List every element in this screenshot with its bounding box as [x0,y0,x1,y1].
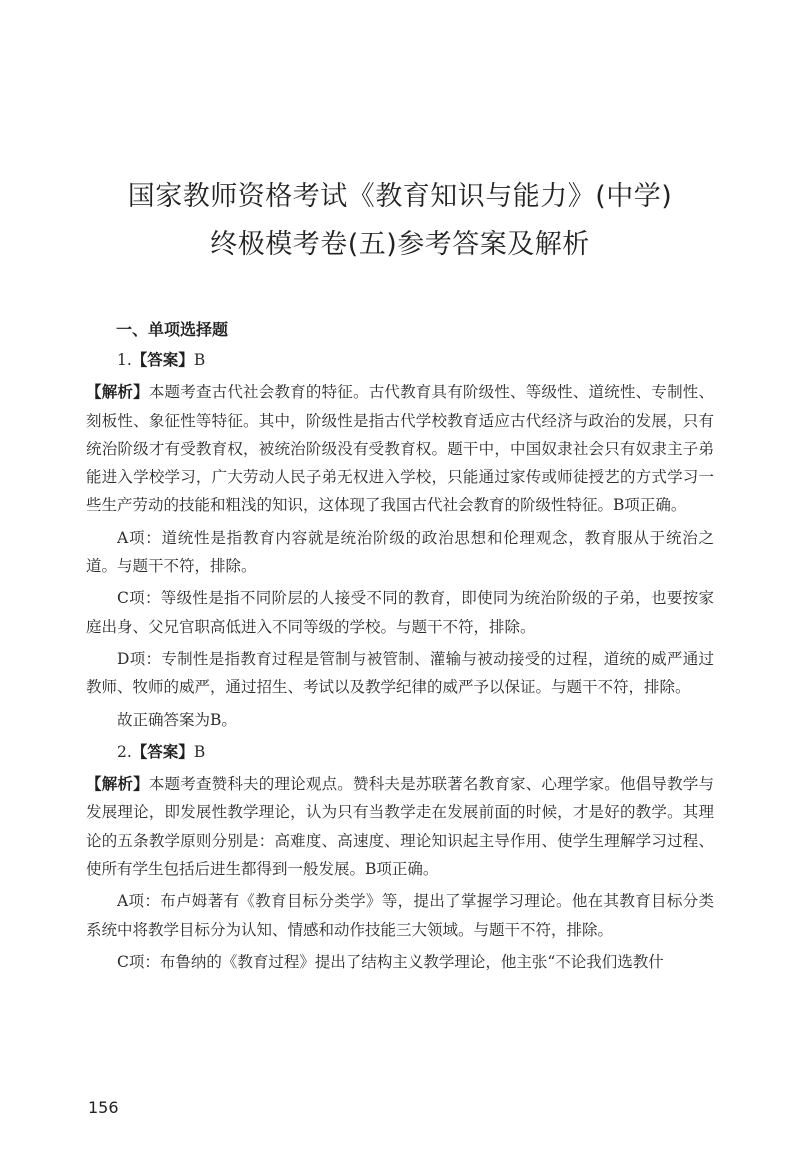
q1-option-a: A项：道统性是指教育内容就是统治阶级的政治思想和伦理观念，教育服从于统治之道。与题干不符，排除。 [86,528,714,576]
q1-option-c: C项：等级性是指不同阶层的人接受不同的教育，即使同为统治阶级的子弟，也要按家庭出身、父兄官职高低进入不同等级的学校。与题干不符，排除。 [86,589,714,636]
q1-analysis-tag: 【解析】 [86,383,149,402]
q1-answer-tag: 【答案】 [131,351,194,369]
q2-analysis-tag: 【解析】 [86,775,149,794]
q1-answer-line [86,346,714,374]
q2-answer-tag: 【答案】 [131,742,194,761]
q2-answer-line [86,738,714,766]
q1-number: 1. [117,351,132,369]
page-title-line1: 国家教师资格考试《教育知识与能力》(中学) [127,181,673,212]
section-heading: 一、单项选择题 [116,320,229,339]
q1-analysis-text: 本题考查古代社会教育的特征。古代教育具有阶级性、等级性、道统性、专制性、刻板性、象征性等特征。其中，阶级性是指古代学校教育适应古代经济与政治的发展，只有统治阶级才有受教育权，被统治阶级没有受教育权。题干中，中国奴隶社会只有奴隶主子弟能进入学校学习，广大劳动人民子弟无权进入学校，只能通过家传或师徒授艺的方式学习一些生产劳动的技能和粗浅的知识，这体现了我国古代社会教育的阶级性特征。B项正确。 [86,383,714,515]
q2-analysis [86,770,714,883]
q2-option-c: C项：布鲁纳的《教育过程》提出了结构主义教学理论，他主张“不论我们选教什 [117,952,664,971]
answer-body [86,346,714,980]
q2-option-a: A项：布卢姆著有《教育目标分类学》等，提出了掌握学习理论。他在其教育目标分类系统中将教学目标分为认知、情感和动作技能三大领域。与题干不符，排除。 [86,892,714,939]
q2-number: 2. [117,742,132,761]
page-number: 156 [88,1098,119,1117]
q2-analysis-text: 本题考查赞科夫的理论观点。赞科夫是苏联著名教育家、心理学家。他倡导教学与发展理论，即发展性教学理论，认为只有当教学走在发展前面的时候，才是好的教学。其理论的五条教学原则分别是：高难度、高速度、理论知识起主导作用、使学生理解学习过程、使所有学生包括后进生都得到一般发展。B项正确。 [86,775,714,879]
q1-analysis [86,378,714,519]
q2-answer-value: B [193,742,206,761]
q1-option-d: D项：专制性是指教育过程是管制与被管制、灌输与被动接受的过程，道统的威严通过教师、牧师的威严，通过招生、考试以及教学纪律的威严予以保证。与题干不符，排除。 [86,649,714,697]
q1-conclusion: 故正确答案为B。 [117,710,237,729]
q1-answer-value: B [193,351,206,369]
page-title-line2: 终极模考卷(五)参考答案及解析 [210,229,590,260]
